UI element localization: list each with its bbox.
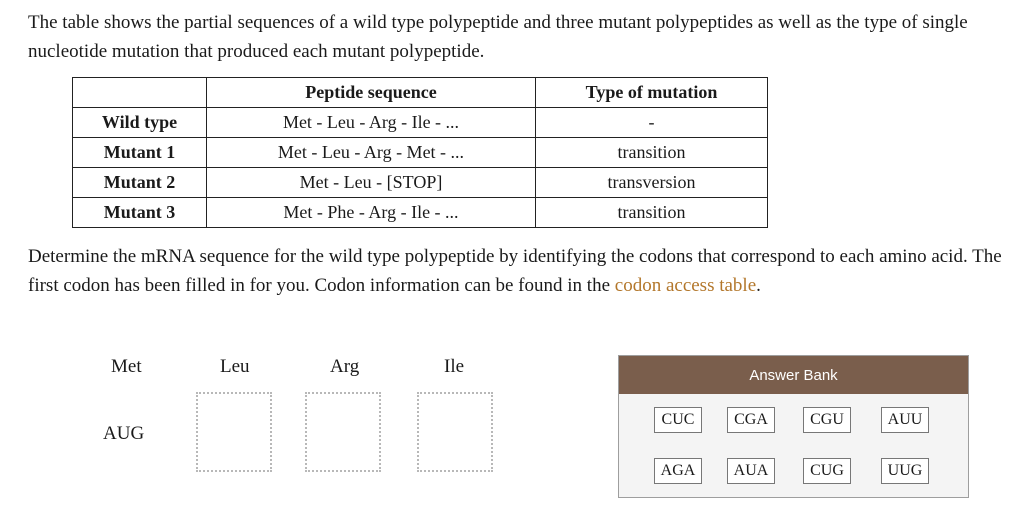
table-header-row: [73, 78, 768, 108]
table-row: [73, 198, 768, 228]
answer-chip[interactable]: AUU: [881, 407, 929, 433]
sequence-table: [72, 77, 768, 228]
row-sequence: Met - Leu - Arg - Met - ...: [207, 138, 536, 168]
row-mutation: transversion: [536, 168, 768, 198]
row-mutation: transition: [536, 138, 768, 168]
codon-dropzone-arg[interactable]: [305, 392, 381, 472]
row-sequence: Met - Leu - Arg - Ile - ...: [207, 108, 536, 138]
table-header-mutation: Type of mutation: [536, 78, 768, 108]
instructions-end: .: [756, 275, 761, 296]
amino-label-leu: Leu: [220, 356, 250, 377]
codon-dropzone-leu[interactable]: [196, 392, 272, 472]
row-sequence: Met - Leu - [STOP]: [207, 168, 536, 198]
answer-bank: [618, 355, 969, 498]
table-header-sequence: Peptide sequence: [207, 78, 536, 108]
instructions-text: [28, 242, 1003, 300]
row-name: Mutant 3: [73, 198, 207, 228]
row-name: Mutant 1: [73, 138, 207, 168]
row-name: Wild type: [73, 108, 207, 138]
amino-label-ile: Ile: [444, 356, 465, 377]
answer-chip[interactable]: CGU: [803, 407, 851, 433]
answer-chip[interactable]: AUA: [727, 458, 775, 484]
answer-bank-title: Answer Bank: [619, 356, 968, 394]
codon-dropzone-ile[interactable]: [417, 392, 493, 472]
instructions-body: Determine the mRNA sequence for the wild type polypeptide by identifying the codons that correspond to each amino acid. The first codon has been filled in for you. Codon information can be found in the: [28, 246, 1002, 296]
given-codon: AUG: [103, 423, 145, 444]
row-mutation: transition: [536, 198, 768, 228]
row-sequence: Met - Phe - Arg - Ile - ...: [207, 198, 536, 228]
answer-chip[interactable]: UUG: [881, 458, 929, 484]
amino-label-met: Met: [111, 356, 142, 377]
table-header-blank: [73, 78, 207, 108]
amino-label-arg: Arg: [330, 356, 360, 377]
intro-text: The table shows the partial sequences of a wild type polypeptide and three mutant polypeptides as well as the type of single nucleotide mutation that produced each mutant polypeptide.: [28, 12, 968, 62]
table-row: [73, 168, 768, 198]
table-row: [73, 108, 768, 138]
answer-chip[interactable]: AGA: [654, 458, 702, 484]
codon-table-link[interactable]: codon access table: [614, 275, 757, 296]
table-row: [73, 138, 768, 168]
row-name: Mutant 2: [73, 168, 207, 198]
row-mutation: -: [536, 108, 768, 138]
answer-chip[interactable]: CUG: [803, 458, 851, 484]
answer-chip[interactable]: CUC: [654, 407, 702, 433]
answer-chip[interactable]: CGA: [727, 407, 775, 433]
